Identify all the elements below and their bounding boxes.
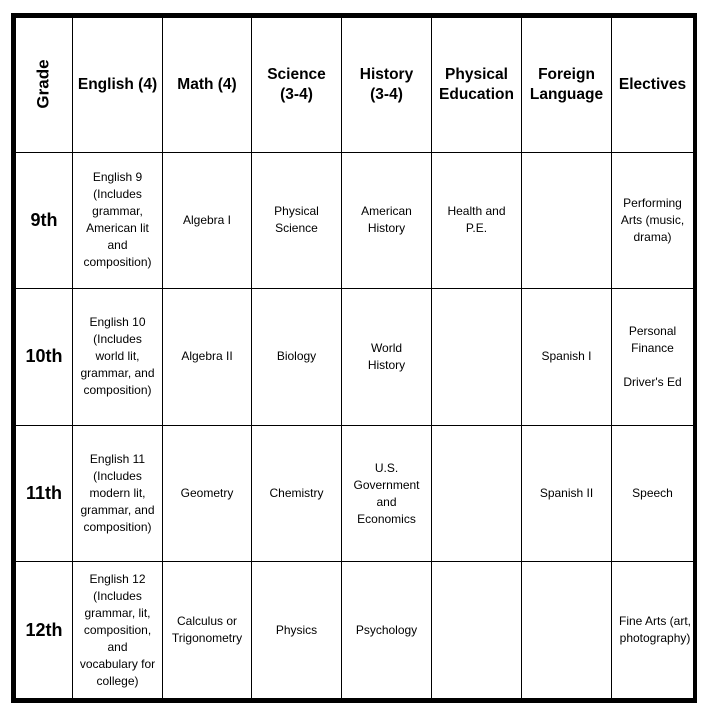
history-cell: U.S. Government and Economics: [342, 425, 432, 562]
english-cell: English 11 (Includes modern lit, grammar, and composition): [73, 425, 163, 562]
electives-item: Driver's Ed: [623, 374, 682, 389]
science-cell: Biology: [252, 289, 342, 426]
english-cell: English 12 (Includes grammar, lit, composition, and vocabulary for college): [73, 562, 163, 699]
course-requirements-table: [15, 17, 694, 699]
electives-cell: Fine Arts (art, photography): [612, 562, 694, 699]
header-history: History (3-4): [342, 18, 432, 153]
header-row: [16, 18, 694, 153]
foreign-language-cell: Spanish I: [522, 289, 612, 426]
header-pe: Physical Education: [432, 18, 522, 153]
math-cell: Algebra I: [163, 152, 252, 289]
foreign-language-cell: [522, 152, 612, 289]
pe-cell: Health and P.E.: [432, 152, 522, 289]
pe-cell: [432, 425, 522, 562]
table-row: [16, 562, 694, 699]
foreign-language-cell: [522, 562, 612, 699]
foreign-language-cell: Spanish II: [522, 425, 612, 562]
header-science: Science (3-4): [252, 18, 342, 153]
table-row: [16, 289, 694, 426]
electives-cell: [612, 289, 694, 426]
table-row: [16, 425, 694, 562]
science-cell: Chemistry: [252, 425, 342, 562]
grade-cell: 12th: [16, 562, 73, 699]
history-cell: World History: [342, 289, 432, 426]
science-cell: Physics: [252, 562, 342, 699]
history-cell: American History: [342, 152, 432, 289]
history-cell: Psychology: [342, 562, 432, 699]
table-row: [16, 152, 694, 289]
header-grade: Grade: [16, 18, 73, 153]
course-table-frame: [11, 13, 697, 703]
math-cell: Calculus or Trigonometry: [163, 562, 252, 699]
header-electives: Electives: [612, 18, 694, 153]
header-english: English (4): [73, 18, 163, 153]
science-cell: Physical Science: [252, 152, 342, 289]
header-math: Math (4): [163, 18, 252, 153]
electives-item: Personal Finance: [628, 323, 677, 355]
math-cell: Geometry: [163, 425, 252, 562]
header-foreign-language: Foreign Language: [522, 18, 612, 153]
pe-cell: [432, 562, 522, 699]
english-cell: English 9 (Includes grammar, American lit and composition): [73, 152, 163, 289]
math-cell: Algebra II: [163, 289, 252, 426]
pe-cell: [432, 289, 522, 426]
electives-cell: Speech: [612, 425, 694, 562]
electives-cell: Performing Arts (music, drama): [612, 152, 694, 289]
grade-cell: 10th: [16, 289, 73, 426]
english-cell: English 10 (Includes world lit, grammar, and composition): [73, 289, 163, 426]
grade-cell: 11th: [16, 425, 73, 562]
grade-cell: 9th: [16, 152, 73, 289]
